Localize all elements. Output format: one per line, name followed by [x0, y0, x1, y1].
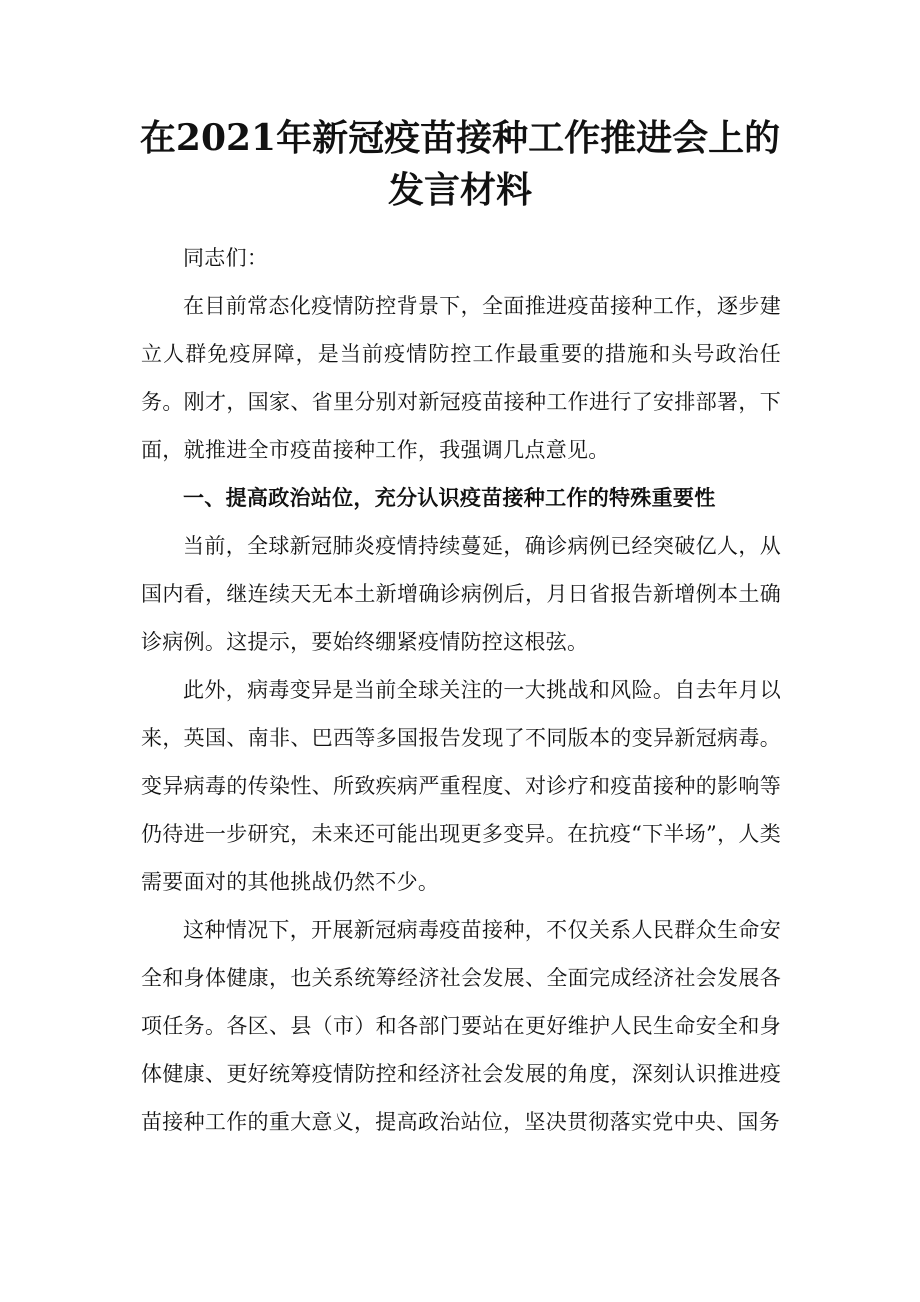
salutation: 同志们：: [183, 246, 269, 270]
paragraph-significance: 这种情况下，开展新冠病毒疫苗接种，不仅关系人民群众生命安全和身体健康，也关系统筹经济社会发展、全面完成经济社会发展各项任务。各区、县（市）和各部门要站在更好维护人民生命安全和身体健康、更好统筹疫情防控和经济社会发展的角度，深刻认识推进疫苗接种工作的重大意义，提高政治站位，坚决贯彻落实党中央、国务: [141, 918, 781, 1134]
document-body: [141, 234, 781, 1146]
section-heading-1: 一、提高政治站位，充分认识疫苗接种工作的特殊重要性: [183, 485, 716, 510]
paragraph-virus-variants: 此外，病毒变异是当前全球关注的一大挑战和风险。自去年月以来，英国、南非、巴西等多国报告发现了不同版本的变异新冠病毒。变异病毒的传染性、所致疾病严重程度、对诊疗和疫苗接种的影响等仍待进一步研究，未来还可能出现更多变异。在抗疫“下半场”，人类需要面对的其他挑战仍然不少。: [141, 678, 781, 894]
paragraph-intro: 在目前常态化疫情防控背景下，全面推进疫苗接种工作，逐步建立人群免疫屏障，是当前疫情防控工作最重要的措施和头号政治任务。刚才，国家、省里分别对新冠疫苗接种工作进行了安排部署，下面，就推进全市疫苗接种工作，我强调几点意见。: [141, 294, 781, 462]
paragraph-global-situation: 当前，全球新冠肺炎疫情持续蔓延，确诊病例已经突破亿人，从国内看，继连续天无本土新增确诊病例后，月日省报告新增例本土确诊病例。这提示，要始终绷紧疫情防控这根弦。: [141, 534, 781, 654]
document-title: 在2021年新冠疫苗接种工作推进会上的发言材料: [139, 117, 781, 211]
